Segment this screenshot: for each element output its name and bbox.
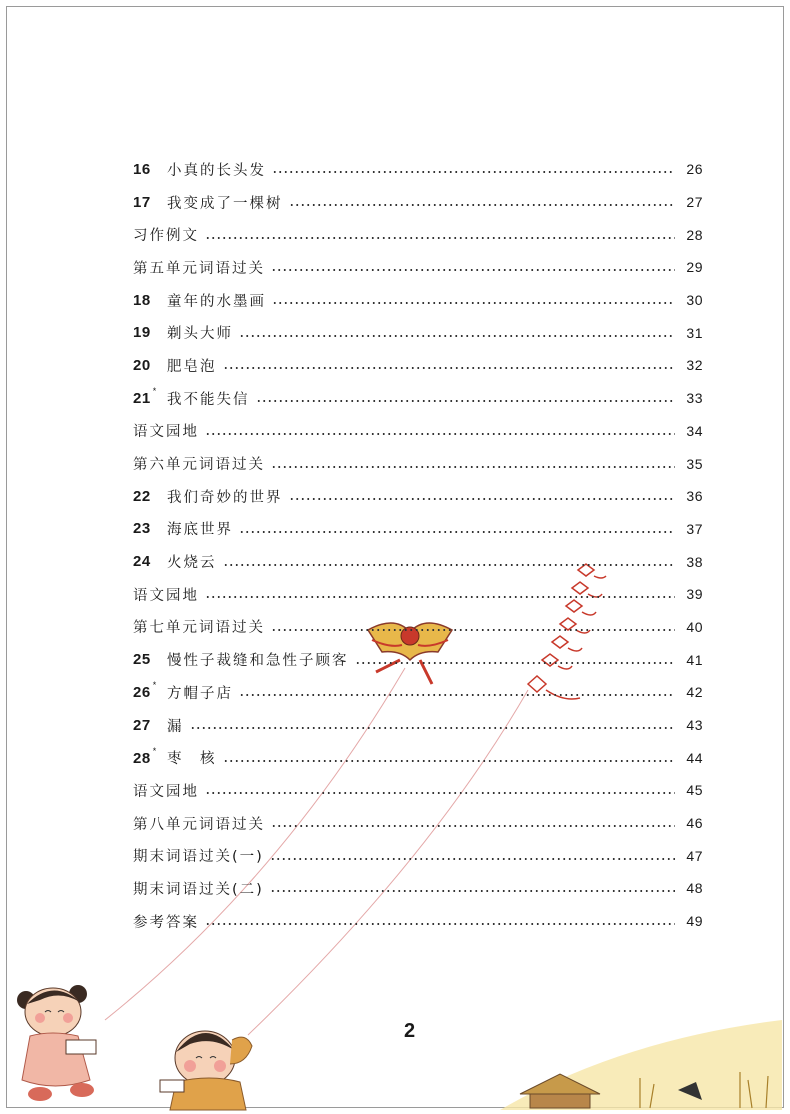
toc-entry-page: 28 xyxy=(686,226,703,243)
dot-leader xyxy=(205,792,675,794)
toc-entry-number: 24 xyxy=(133,553,151,571)
optional-lesson-star: * xyxy=(152,745,157,756)
toc-entry[interactable] xyxy=(133,578,703,611)
dot-leader xyxy=(223,564,676,566)
toc-entry[interactable] xyxy=(133,251,703,284)
toc-entry-number: 17 xyxy=(133,193,151,211)
toc-entry[interactable] xyxy=(133,676,703,709)
toc-entry-page: 47 xyxy=(686,847,703,864)
toc-entry-title: 语文园地 xyxy=(133,783,199,800)
dot-leader xyxy=(223,367,676,369)
toc-entry[interactable] xyxy=(133,709,703,742)
toc-entry-page: 48 xyxy=(686,880,703,897)
toc-entry-title: 小真的长头发 xyxy=(167,162,266,179)
toc-entry-title: 海底世界 xyxy=(167,522,233,539)
toc-entry[interactable] xyxy=(133,218,703,251)
dot-leader xyxy=(239,335,675,337)
toc-entry-title: 第五单元词语过关 xyxy=(133,260,265,277)
toc-entry[interactable] xyxy=(133,807,703,840)
village-scenery-icon xyxy=(500,1020,782,1110)
toc-entry-page: 29 xyxy=(686,259,703,276)
dot-leader xyxy=(272,302,675,304)
toc-entry-title: 童年的水墨画 xyxy=(167,293,266,310)
toc-entry[interactable] xyxy=(133,872,703,905)
toc-entry-page: 37 xyxy=(686,520,703,537)
dot-leader xyxy=(355,662,676,664)
dot-leader xyxy=(271,825,675,827)
dot-leader xyxy=(239,694,675,696)
toc-entry-title: 语文园地 xyxy=(133,424,199,441)
toc-entry[interactable] xyxy=(133,447,703,480)
toc-entry-page: 35 xyxy=(686,455,703,472)
toc-entry-number: 26 * xyxy=(133,680,157,702)
toc-entry-page: 32 xyxy=(686,357,703,374)
toc-entry[interactable] xyxy=(133,153,703,186)
toc-entry-page: 36 xyxy=(686,488,703,505)
toc-entry-page: 41 xyxy=(686,651,703,668)
toc-entry-page: 44 xyxy=(686,749,703,766)
dot-leader xyxy=(271,629,675,631)
dot-leader xyxy=(289,204,676,206)
toc-entry-page: 31 xyxy=(686,324,703,341)
dot-leader xyxy=(205,923,675,925)
dot-leader xyxy=(190,727,676,729)
optional-lesson-star: * xyxy=(152,680,157,691)
dot-leader xyxy=(271,466,675,468)
dot-leader xyxy=(289,498,676,500)
toc-entry[interactable] xyxy=(133,774,703,807)
toc-entry[interactable] xyxy=(133,382,703,415)
toc-entry-page: 46 xyxy=(686,815,703,832)
toc-entry[interactable] xyxy=(133,741,703,774)
toc-entry-page: 45 xyxy=(686,782,703,799)
toc-entry-title: 我们奇妙的世界 xyxy=(167,489,283,506)
toc-entry-title: 肥皂泡 xyxy=(167,358,217,375)
dot-leader xyxy=(270,890,675,892)
toc-entry-title: 期末词语过关(一) xyxy=(133,849,264,866)
page-number: 2 xyxy=(404,1020,416,1042)
toc-entry-number: 20 xyxy=(133,356,151,374)
toc-entry-title: 慢性子裁缝和急性子顾客 xyxy=(167,653,349,670)
toc-entry[interactable] xyxy=(133,545,703,578)
toc-entry-number: 23 xyxy=(133,520,151,538)
dot-leader xyxy=(205,433,675,435)
toc-entry-title: 剃头大师 xyxy=(167,326,233,343)
toc-entry[interactable] xyxy=(133,480,703,513)
toc-entry-title: 我变成了一棵树 xyxy=(167,195,283,212)
toc-entry-page: 49 xyxy=(686,913,703,930)
toc-entry-page: 42 xyxy=(686,684,703,701)
dot-leader xyxy=(239,531,675,533)
child-girl-icon xyxy=(17,985,96,1101)
toc-entry[interactable] xyxy=(133,186,703,219)
toc-entry-number: 25 xyxy=(133,651,151,669)
toc-entry-page: 33 xyxy=(686,390,703,407)
toc-entry-page: 39 xyxy=(686,586,703,603)
dot-leader xyxy=(271,269,675,271)
toc-entry-title: 火烧云 xyxy=(167,555,217,572)
toc-entry-page: 38 xyxy=(686,553,703,570)
toc-entry-title: 第七单元词语过关 xyxy=(133,620,265,637)
toc-entry-title: 我不能失信 xyxy=(167,391,250,408)
dot-leader xyxy=(205,596,675,598)
toc-entry-number: 28 * xyxy=(133,745,157,767)
dot-leader xyxy=(270,858,675,860)
child-boy-icon xyxy=(160,1031,252,1110)
toc-entry-number: 18 xyxy=(133,291,151,309)
dot-leader xyxy=(256,400,676,402)
toc-entry[interactable] xyxy=(133,284,703,317)
toc-entry-number: 21 * xyxy=(133,386,157,408)
toc-entry-page: 43 xyxy=(686,717,703,734)
toc-entry-page: 26 xyxy=(686,161,703,178)
toc-entry[interactable] xyxy=(133,316,703,349)
toc-entry-title: 第八单元词语过关 xyxy=(133,816,265,833)
toc-entry-number: 27 xyxy=(133,716,151,734)
dot-leader xyxy=(223,760,676,762)
toc-entry-title: 语文园地 xyxy=(133,587,199,604)
toc-entry-title: 方帽子店 xyxy=(167,685,233,702)
dot-leader xyxy=(272,171,675,173)
toc-entry[interactable] xyxy=(133,349,703,382)
toc-entry-number: 16 xyxy=(133,160,151,178)
toc-entry[interactable] xyxy=(133,839,703,872)
toc-entry-number: 19 xyxy=(133,324,151,342)
toc-entry[interactable] xyxy=(133,611,703,644)
toc-entry-title: 枣 核 xyxy=(167,751,217,768)
toc-entry-title: 第六单元词语过关 xyxy=(133,457,265,474)
toc-entry-page: 27 xyxy=(686,194,703,211)
toc-entry-page: 40 xyxy=(686,618,703,635)
toc-entry[interactable] xyxy=(133,643,703,676)
dot-leader xyxy=(205,237,675,239)
table-of-contents xyxy=(133,153,703,938)
toc-entry-title: 习作例文 xyxy=(133,228,199,245)
toc-entry-page: 30 xyxy=(686,292,703,309)
toc-entry-number: 22 xyxy=(133,487,151,505)
toc-entry-title: 参考答案 xyxy=(133,914,199,931)
optional-lesson-star: * xyxy=(152,386,157,397)
toc-entry[interactable] xyxy=(133,415,703,448)
toc-entry-title: 漏 xyxy=(167,718,184,735)
toc-entry-page: 34 xyxy=(686,422,703,439)
toc-entry[interactable] xyxy=(133,905,703,938)
toc-entry-title: 期末词语过关(二) xyxy=(133,881,264,898)
toc-entry[interactable] xyxy=(133,513,703,546)
